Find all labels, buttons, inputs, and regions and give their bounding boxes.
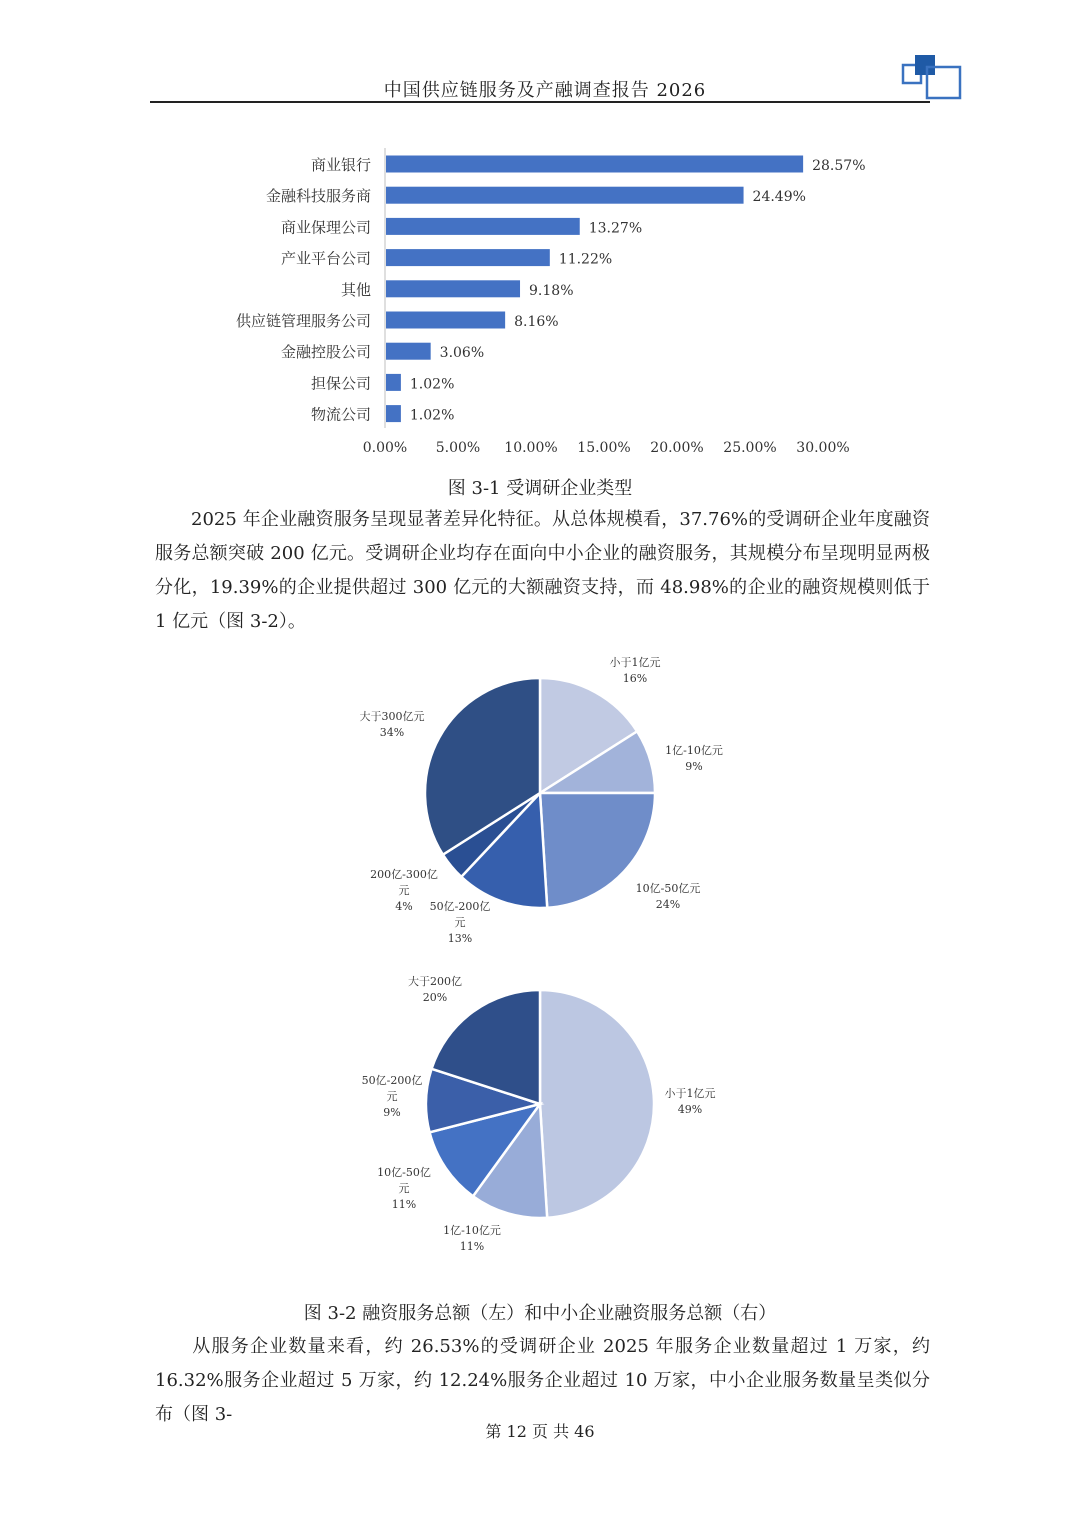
page-header-title: 中国供应链服务及产融调查报告 2026: [383, 80, 707, 101]
body-paragraph-2-text: 从服务企业数量来看，约 26.53%的受调研企业 2025 年服务企业数量超过 1 万家，约 16.32%服务企业超过 5 万家，约 12.24%服务企业超过 10 万家，中小企业服务数量呈类似分布（图 3-: [155, 1336, 930, 1425]
pie-slice-label: 50亿-200亿: [361, 1074, 423, 1087]
bar-category-label: 担保公司: [310, 374, 371, 393]
x-tick-label: 0.00%: [362, 440, 408, 456]
bar: [386, 312, 505, 329]
bar-value-label: 11.22%: [558, 251, 613, 268]
bar: [386, 343, 431, 360]
bar-value-label: 28.57%: [812, 158, 866, 174]
pie-slice-percent-label: 49%: [677, 1103, 703, 1116]
pie-slice-percent-label: 34%: [379, 726, 405, 739]
pie-chart-sme-financing: [0, 960, 1080, 1260]
pie-slice-label: 元: [454, 916, 466, 929]
pie-slice-label: 10亿-50亿元: [635, 882, 701, 895]
bar: [386, 156, 803, 173]
bar: [386, 187, 744, 204]
pie-slice-label: 大于300亿元: [359, 710, 425, 723]
pie-slice-percent-label: 16%: [622, 672, 648, 685]
bar-value-label: 8.16%: [514, 314, 559, 330]
pie-slice-percent-label: 9%: [685, 760, 703, 773]
pie-slice-percent-label: 4%: [395, 900, 413, 913]
bar-category-label: 产业平台公司: [280, 249, 371, 268]
pie-slice-percent-label: 11%: [459, 1240, 485, 1253]
body-paragraph-1-text: 2025 年企业融资服务呈现显著差异化特征。从总体规模看，37.76%的受调研企业年度融资服务总额突破 200 亿元。受调研企业均存在面向中小企业的融资服务，其规模分布呈现明显两极分化，19.39%的企业提供超过 300 亿元的大额融资支持，而 48.98%的企业的融资规模则低于 1 亿元（图 3-2）。: [155, 509, 930, 632]
bar: [386, 218, 580, 235]
pie-slice-label: 元: [398, 884, 410, 897]
bar: [386, 374, 401, 391]
bar-value-label: 3.06%: [439, 345, 485, 362]
pie-slice-percent-label: 9%: [383, 1106, 401, 1119]
bar-category-label: 金融科技服务商: [265, 187, 371, 206]
bar-category-label: 金融控股公司: [280, 343, 371, 362]
bar-category-label: 商业保理公司: [280, 218, 371, 237]
figure-1-caption: 图 3-1 受调研企业类型: [447, 478, 633, 499]
bar-value-label: 1.02%: [409, 376, 455, 393]
bar-category-label: 供应链管理服务公司: [235, 312, 371, 330]
pie-slice-label: 10亿-50亿: [377, 1166, 431, 1179]
x-tick-label: 15.00%: [577, 440, 631, 456]
body-paragraph-1: [155, 503, 930, 639]
bar-category-label: 商业银行: [310, 156, 371, 174]
pie-slice-label: 元: [386, 1090, 398, 1103]
pie-slice-label: 200亿-300亿: [370, 868, 438, 881]
x-tick-label: 20.00%: [650, 440, 704, 456]
bar: [386, 405, 401, 422]
pie-slice-label: 元: [398, 1182, 410, 1195]
bar: [386, 280, 520, 297]
pie-slice-label: 大于200亿: [408, 975, 462, 988]
pie-slice-label: 小于1亿元: [609, 656, 661, 669]
x-tick-label: 5.00%: [435, 440, 481, 456]
bar-value-label: 9.18%: [529, 282, 574, 299]
pie-slice-percent-label: 24%: [655, 898, 681, 911]
pie-slice-percent-label: 13%: [447, 932, 473, 945]
page-number: 第 12 页 共 46: [485, 1422, 595, 1441]
pie-slice-percent-label: 20%: [422, 991, 448, 1004]
pie-slice-label: 1亿-10亿元: [443, 1224, 501, 1237]
bar-value-label: 13.27%: [588, 220, 643, 237]
pie-slice-percent-label: 11%: [391, 1198, 417, 1211]
body-paragraph-2: [155, 1330, 930, 1432]
x-tick-label: 25.00%: [723, 440, 777, 456]
pie-chart-total-financing: [0, 640, 1080, 960]
x-tick-label: 10.00%: [504, 440, 558, 456]
bar-chart-enterprise-types: [0, 0, 1080, 470]
pie-slice-label: 小于1亿元: [664, 1087, 716, 1100]
pie-slice: [540, 990, 654, 1218]
pie-slice-label: 50亿-200亿: [429, 900, 491, 913]
bar-category-label: 其他: [340, 280, 371, 299]
bar-value-label: 1.02%: [409, 407, 455, 424]
bar-category-label: 物流公司: [310, 405, 371, 424]
bar: [386, 249, 550, 266]
x-tick-label: 30.00%: [796, 440, 850, 456]
bar-value-label: 24.49%: [752, 189, 806, 206]
figure-2-caption: 图 3-2 融资服务总额（左）和中小企业融资服务总额（右）: [303, 1303, 777, 1324]
pie-slice-label: 1亿-10亿元: [665, 744, 723, 757]
